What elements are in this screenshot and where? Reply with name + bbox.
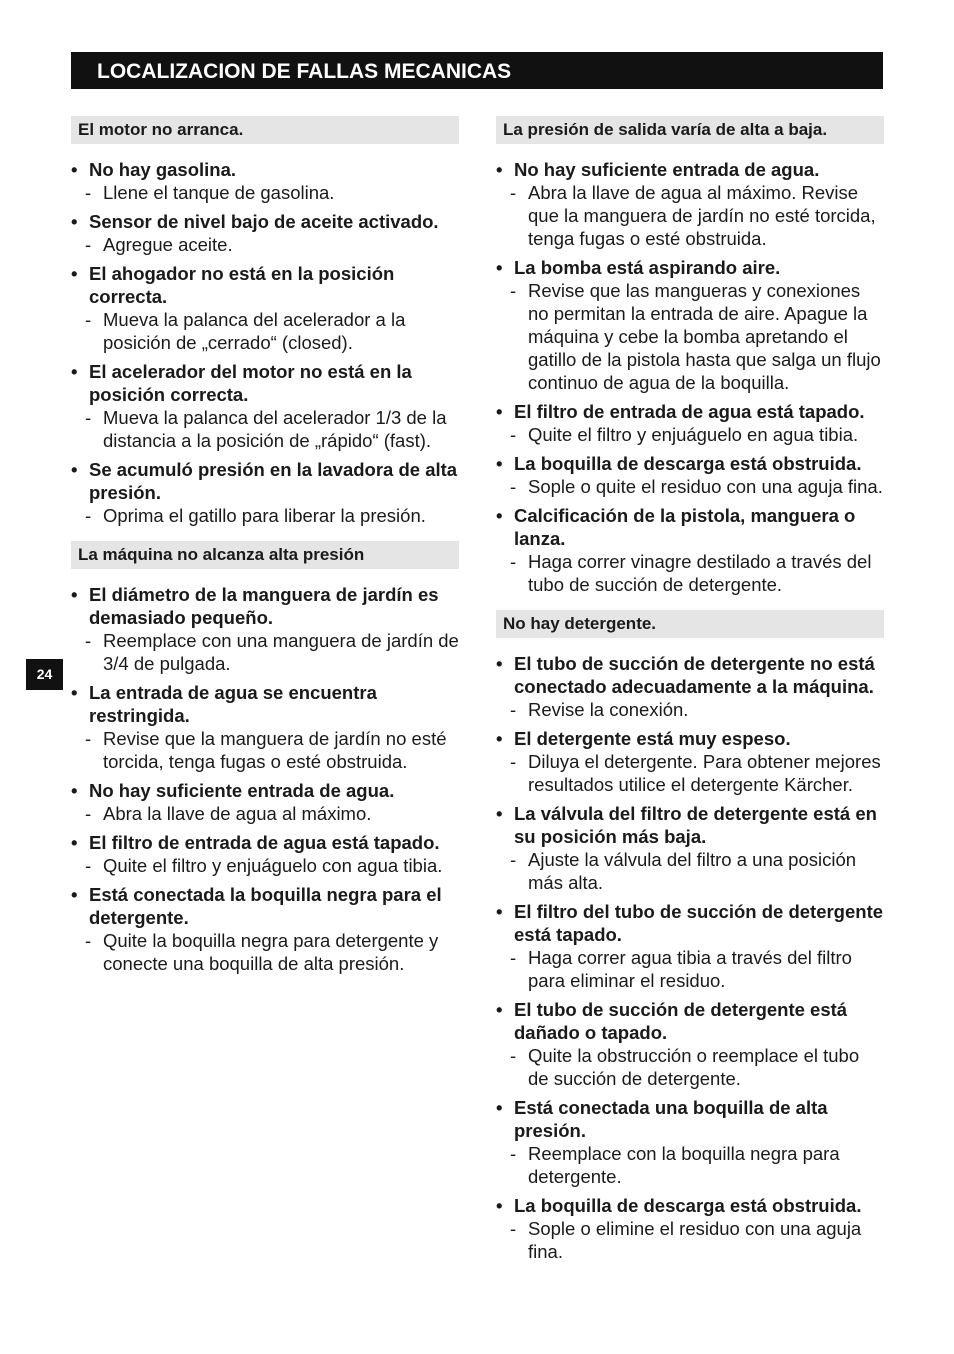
remedy-step: - Reemplace con una manguera de jardín de 3/4 de pulgada. xyxy=(71,629,459,675)
remedy-step: - Quite el filtro y enjuáguelo con agua tibia. xyxy=(71,854,459,877)
section-heading: No hay detergente. xyxy=(496,610,884,638)
remedy-step: - Revise la conexión. xyxy=(496,698,884,721)
problem-cause: • Está conectada una boquilla de alta presión. xyxy=(496,1096,884,1142)
remedy-step: - Ajuste la válvula del filtro a una posición más alta. xyxy=(496,848,884,894)
problem-cause: • La válvula del filtro de detergente está en su posición más baja. xyxy=(496,802,884,848)
problem-item xyxy=(496,452,884,498)
problem-item xyxy=(71,262,459,354)
problem-cause: • El tubo de succión de detergente no está conectado adecuadamente a la máquina. xyxy=(496,652,884,698)
remedy-step: - Abra la llave de agua al máximo. xyxy=(71,802,459,825)
problem-cause: • El tubo de succión de detergente está dañado o tapado. xyxy=(496,998,884,1044)
troubleshooting-section xyxy=(496,610,884,1263)
problem-item xyxy=(496,400,884,446)
problem-cause: • La bomba está aspirando aire. xyxy=(496,256,884,279)
problem-cause: • Está conectada la boquilla negra para el detergente. xyxy=(71,883,459,929)
section-heading: La máquina no alcanza alta presión xyxy=(71,541,459,569)
remedy-step: - Abra la llave de agua al máximo. Revise que la manguera de jardín no esté torcida, tenga fugas o esté obstruida. xyxy=(496,181,884,250)
problem-cause: • El filtro de entrada de agua está tapado. xyxy=(496,400,884,423)
troubleshooting-section xyxy=(71,541,459,975)
remedy-step: - Mueva la palanca del acelerador 1/3 de la distancia a la posición de „rápido“ (fast). xyxy=(71,406,459,452)
problem-item xyxy=(71,458,459,527)
remedy-step: - Haga correr agua tibia a través del filtro para eliminar el residuo. xyxy=(496,946,884,992)
remedy-step: - Quite el filtro y enjuáguelo en agua tibia. xyxy=(496,423,884,446)
remedy-step: - Revise que la manguera de jardín no esté torcida, tenga fugas o esté obstruida. xyxy=(71,727,459,773)
remedy-step: - Diluya el detergente. Para obtener mejores resultados utilice el detergente Kärcher. xyxy=(496,750,884,796)
problem-cause: • El detergente está muy espeso. xyxy=(496,727,884,750)
problem-item xyxy=(496,727,884,796)
remedy-step: - Quite la obstrucción o reemplace el tubo de succión de detergente. xyxy=(496,1044,884,1090)
page-number: 24 xyxy=(26,659,63,690)
problem-item xyxy=(496,1194,884,1263)
page-title: LOCALIZACION DE FALLAS MECANICAS xyxy=(71,52,883,89)
problem-item xyxy=(496,1096,884,1188)
problem-cause: • El filtro de entrada de agua está tapado. xyxy=(71,831,459,854)
problem-item xyxy=(71,360,459,452)
problem-cause: • Sensor de nivel bajo de aceite activado. xyxy=(71,210,459,233)
remedy-step: - Oprima el gatillo para liberar la presión. xyxy=(71,504,459,527)
problem-item xyxy=(496,998,884,1090)
left-column xyxy=(71,116,459,989)
problem-item xyxy=(71,210,459,256)
problem-item xyxy=(496,504,884,596)
right-column xyxy=(496,116,884,1277)
problem-cause: • La boquilla de descarga está obstruida. xyxy=(496,452,884,475)
section-heading: La presión de salida varía de alta a baja. xyxy=(496,116,884,144)
problem-item xyxy=(496,158,884,250)
remedy-step: - Revise que las mangueras y conexiones no permitan la entrada de aire. Apague la máquina y cebe la bomba apretando el gatillo de la pistola hasta que salga un flujo continuo de agua de la boquilla. xyxy=(496,279,884,394)
section-heading: El motor no arranca. xyxy=(71,116,459,144)
remedy-step: - Llene el tanque de gasolina. xyxy=(71,181,459,204)
problem-item xyxy=(71,779,459,825)
problem-item xyxy=(496,900,884,992)
problem-cause: • Se acumuló presión en la lavadora de alta presión. xyxy=(71,458,459,504)
problem-item xyxy=(71,883,459,975)
remedy-step: - Sople o quite el residuo con una aguja fina. xyxy=(496,475,884,498)
problem-cause: • La boquilla de descarga está obstruida. xyxy=(496,1194,884,1217)
troubleshooting-section xyxy=(71,116,459,527)
problem-item xyxy=(71,158,459,204)
problem-cause: • El diámetro de la manguera de jardín es demasiado pequeño. xyxy=(71,583,459,629)
problem-item xyxy=(496,256,884,394)
remedy-step: - Mueva la palanca del acelerador a la posición de „cerrado“ (closed). xyxy=(71,308,459,354)
remedy-step: - Sople o elimine el residuo con una aguja fina. xyxy=(496,1217,884,1263)
remedy-step: - Haga correr vinagre destilado a través del tubo de succión de detergente. xyxy=(496,550,884,596)
problem-cause: • El ahogador no está en la posición correcta. xyxy=(71,262,459,308)
problem-item xyxy=(71,831,459,877)
remedy-step: - Reemplace con la boquilla negra para detergente. xyxy=(496,1142,884,1188)
problem-cause: • La entrada de agua se encuentra restringida. xyxy=(71,681,459,727)
problem-item xyxy=(71,681,459,773)
problem-cause: • No hay gasolina. xyxy=(71,158,459,181)
problem-item xyxy=(496,652,884,721)
problem-cause: • No hay suficiente entrada de agua. xyxy=(496,158,884,181)
problem-item xyxy=(496,802,884,894)
troubleshooting-section xyxy=(496,116,884,596)
remedy-step: - Quite la boquilla negra para detergente y conecte una boquilla de alta presión. xyxy=(71,929,459,975)
problem-item xyxy=(71,583,459,675)
problem-cause: • El acelerador del motor no está en la posición correcta. xyxy=(71,360,459,406)
problem-cause: • El filtro del tubo de succión de detergente está tapado. xyxy=(496,900,884,946)
problem-cause: • Calcificación de la pistola, manguera o lanza. xyxy=(496,504,884,550)
remedy-step: - Agregue aceite. xyxy=(71,233,459,256)
problem-cause: • No hay suficiente entrada de agua. xyxy=(71,779,459,802)
